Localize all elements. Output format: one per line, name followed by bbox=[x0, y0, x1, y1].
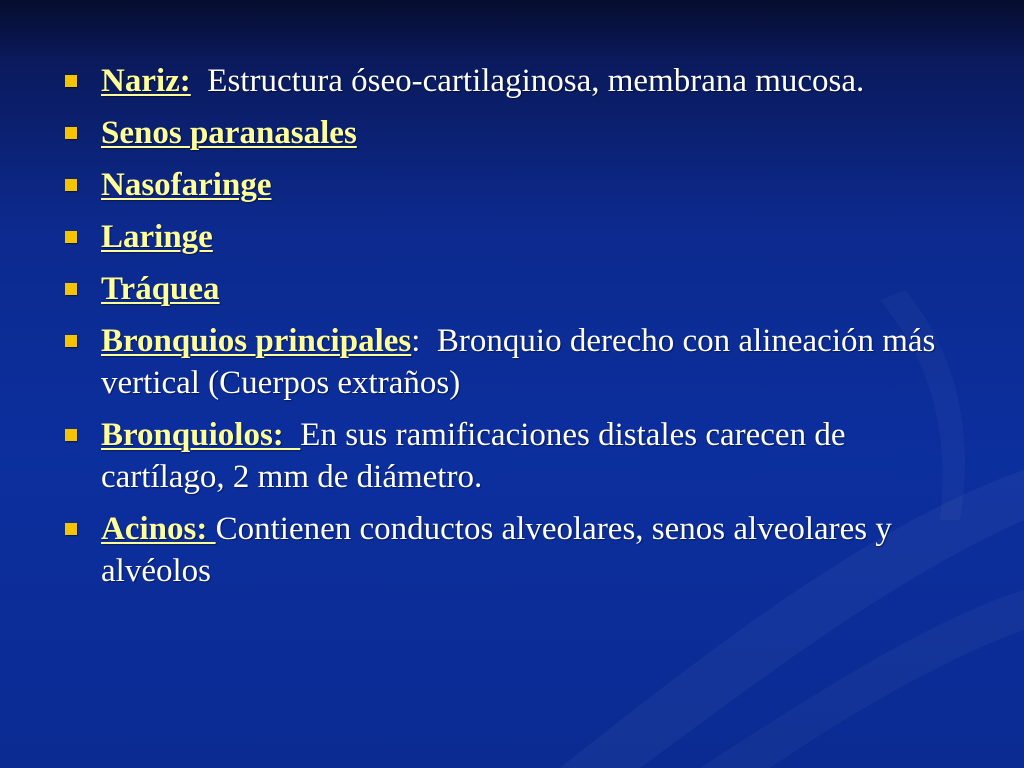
bullet-term: Tráquea bbox=[101, 271, 220, 307]
bullet-description: En sus ramificaciones distales carecen de cartílago, 2 mm de diámetro. bbox=[101, 417, 846, 495]
bullet-item-bronquiolos bbox=[60, 414, 960, 498]
square-bullet-icon bbox=[65, 231, 77, 243]
square-bullet-icon bbox=[65, 179, 77, 191]
square-bullet-icon bbox=[65, 335, 77, 347]
bullet-term: Nasofaringe bbox=[101, 167, 272, 203]
bullet-description: Contienen conductos alveolares, senos alveolares y alvéolos bbox=[101, 511, 892, 589]
bullet-separator: : bbox=[411, 323, 437, 359]
square-bullet-icon bbox=[65, 75, 77, 87]
bullet-term: Senos paranasales bbox=[101, 115, 357, 151]
bullet-term: Bronquiolos: bbox=[101, 417, 301, 453]
bullet-item-traquea bbox=[60, 268, 960, 310]
slide-bullet-list bbox=[60, 60, 960, 602]
bullet-item-nasofaringe bbox=[60, 164, 960, 206]
bullet-term: Laringe bbox=[101, 219, 213, 255]
bullet-item-acinos bbox=[60, 508, 960, 592]
bullet-term: Acinos: bbox=[101, 511, 216, 547]
bullet-description: Estructura óseo-cartilaginosa, membrana mucosa. bbox=[207, 63, 865, 99]
square-bullet-icon bbox=[65, 127, 77, 139]
square-bullet-icon bbox=[65, 523, 77, 535]
bullet-description: Bronquio derecho con alineación más vertical (Cuerpos extraños) bbox=[101, 323, 936, 401]
square-bullet-icon bbox=[65, 429, 77, 441]
bullet-term: Bronquios principales bbox=[101, 323, 412, 359]
bullet-item-senos-paranasales bbox=[60, 112, 960, 154]
bullet-term: Nariz: bbox=[101, 63, 191, 99]
bullet-separator bbox=[191, 63, 208, 99]
square-bullet-icon bbox=[65, 283, 77, 295]
bullet-item-laringe bbox=[60, 216, 960, 258]
bullet-item-bronquios-principales bbox=[60, 320, 960, 404]
bullet-item-nariz bbox=[60, 60, 960, 102]
